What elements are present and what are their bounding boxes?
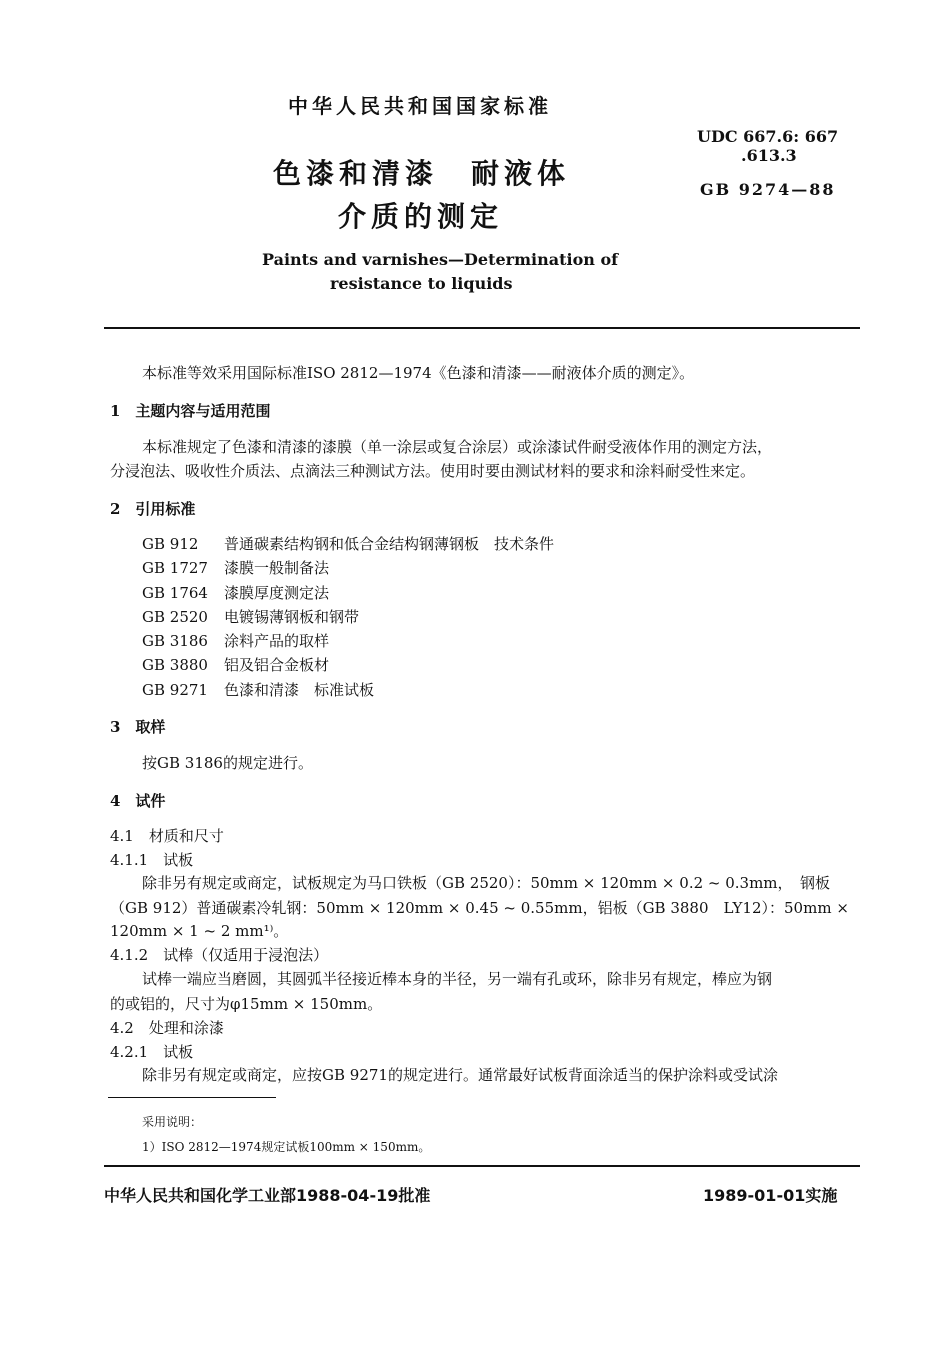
section-4-1-1-paragraph-line-3: 120mm × 1 ~ 2 mm¹⁾。 — [110, 922, 289, 940]
section-4-1-1-paragraph-line-1: 除非另有规定或商定，试板规定为马口铁板（GB 2520）：50mm × 120mm × 0.2 ~ 0.3mm， 钢板 — [142, 874, 831, 892]
reference-item — [142, 556, 554, 580]
reference-code: GB 1764 — [142, 583, 208, 602]
section-4-2-1-heading: 4.2.1 试板 — [110, 1043, 194, 1061]
reference-item — [142, 653, 554, 677]
reference-item — [142, 605, 554, 629]
footnote-divider — [108, 1097, 276, 1098]
udc-line-1: UDC 667.6: 667 — [697, 127, 839, 146]
document-title-cn-line-1: 色漆和清漆 耐液体 — [273, 157, 571, 190]
footer-divider — [104, 1165, 860, 1167]
section-3-heading: 3 取样 — [110, 718, 166, 736]
issuing-authority-title: 中华人民共和国国家标准 — [288, 94, 552, 118]
section-4-1-1-paragraph-line-2: （GB 912）普通碳素冷轧钢：50mm × 120mm × 0.45 ~ 0.55mm，铝板（GB 3880 LY12）：50mm × — [110, 899, 849, 917]
section-4-1-2-paragraph-line-2: 的或铝的，尺寸为φ15mm × 150mm。 — [110, 995, 383, 1013]
section-4-heading: 4 试件 — [110, 792, 166, 810]
reference-title: 漆膜厚度测定法 — [224, 583, 330, 602]
standard-number: GB 9274—88 — [700, 180, 836, 199]
intro-paragraph: 本标准等效采用国际标准ISO 2812—1974《色漆和清漆——耐液体介质的测定》。 — [142, 364, 695, 382]
reference-item — [142, 532, 554, 556]
reference-title: 涂料产品的取样 — [224, 632, 330, 651]
reference-code: GB 1727 — [142, 559, 208, 578]
reference-title: 色漆和清漆 标准试板 — [224, 680, 375, 699]
footnote-1: 1）ISO 2812—1974规定试板100mm × 150mm。 — [142, 1140, 431, 1154]
document-title-en-line-2: resistance to liquids — [330, 274, 513, 293]
document-title-cn-line-2: 介质的测定 — [338, 200, 504, 233]
section-4-1-1-heading: 4.1.1 试板 — [110, 851, 194, 869]
footnote-label: 采用说明： — [142, 1115, 203, 1129]
reference-item — [142, 678, 554, 702]
reference-item — [142, 629, 554, 653]
reference-title: 普通碳素结构钢和低合金结构钢薄钢板 技术条件 — [224, 535, 555, 553]
header-divider — [104, 327, 860, 329]
section-1-paragraph-line-1: 本标准规定了色漆和清漆的漆膜（单一涂层或复合涂层）或涂漆试件耐受液体作用的测定方法， — [142, 438, 773, 456]
reference-item — [142, 581, 554, 605]
udc-classification — [697, 127, 838, 165]
reference-title: 电镀锡薄钢板和钢带 — [224, 607, 360, 626]
approval-date: 中华人民共和国化学工业部1988-04-19批准 — [104, 1186, 431, 1205]
section-1-heading: 1 主题内容与适用范围 — [110, 402, 271, 420]
section-2-heading: 2 引用标准 — [110, 500, 196, 518]
reference-list — [142, 532, 554, 702]
section-4-1-2-heading: 4.1.2 试棒（仅适用于浸泡法） — [110, 946, 329, 964]
reference-title: 铝及铝合金板材 — [224, 656, 330, 675]
section-3-paragraph: 按GB 3186的规定进行。 — [142, 754, 313, 772]
section-4-1-heading: 4.1 材质和尺寸 — [110, 827, 224, 845]
udc-line-2: .613.3 — [741, 146, 797, 165]
reference-code: GB 3880 — [142, 656, 208, 675]
reference-code: GB 3186 — [142, 632, 208, 651]
reference-code: GB 912 — [142, 535, 199, 553]
section-4-1-2-paragraph-line-1: 试棒一端应当磨圆，其圆弧半径接近棒本身的半径，另一端有孔或环，除非另有规定，棒应为钢 — [142, 970, 773, 988]
section-1-paragraph-line-2: 分浸泡法、吸收性介质法、点滴法三种测试方法。使用时要由测试材料的要求和涂料耐受性来定。 — [110, 462, 756, 480]
reference-code: GB 2520 — [142, 607, 208, 626]
document-title-en-line-1: Paints and varnishes—Determination of — [262, 250, 618, 269]
reference-title: 漆膜一般制备法 — [224, 559, 330, 578]
section-4-2-1-paragraph-line-1: 除非另有规定或商定，应按GB 9271的规定进行。通常最好试板背面涂适当的保护涂料或受试涂 — [142, 1066, 778, 1084]
effective-date: 1989-01-01实施 — [703, 1186, 838, 1205]
reference-code: GB 9271 — [142, 680, 208, 699]
section-4-2-heading: 4.2 处理和涂漆 — [110, 1019, 224, 1037]
